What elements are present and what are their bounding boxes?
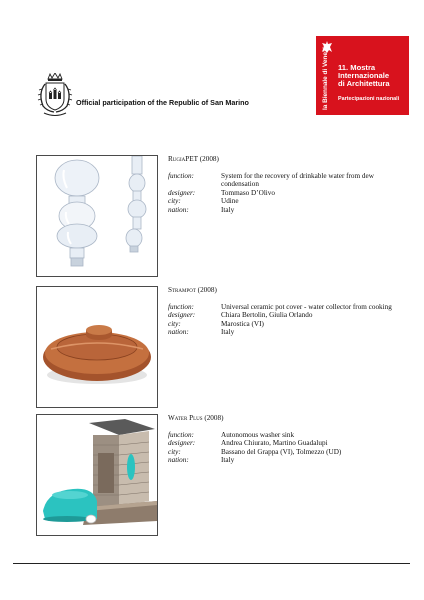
nation-label: nation: [168, 456, 189, 465]
product-image-strampot [36, 286, 158, 408]
city-value: Udine [221, 197, 239, 206]
product-info [168, 414, 412, 465]
product-title: Strampot (2008) [168, 286, 217, 294]
exhibition-title [338, 64, 390, 89]
exhibition-title-line: 11. Mostra [338, 63, 376, 72]
designer-value: Andrea Chiurato, Martino Guadalupi [221, 439, 328, 448]
product-image-water-plus [36, 414, 158, 536]
san-marino-coat-of-arms-icon [37, 73, 73, 119]
designer-value: Chiara Bertolin, Giulia Orlando [221, 311, 313, 320]
exhibition-title-line: di Architettura [338, 79, 390, 89]
city-label: city: [168, 447, 181, 456]
designer-label: designer: [168, 439, 196, 448]
function-label: function: [168, 302, 194, 311]
nation-label: nation: [168, 328, 189, 337]
product-info [168, 286, 412, 337]
function-label: function: [168, 171, 194, 180]
function-value: System for the recovery of drinkable water from dew condensation [221, 171, 374, 189]
nation-value: Italy [221, 456, 235, 465]
city-value: Marostica (VI) [221, 319, 264, 328]
function-label: function: [168, 430, 194, 439]
biennale-vertical-text: la Biennale di Venezia [322, 43, 329, 110]
city-label: city: [168, 197, 181, 206]
product-info [168, 155, 412, 215]
function-value: Universal ceramic pot cover - water collector from cooking [221, 302, 392, 311]
exhibition-title-line: Internazionale [338, 71, 390, 81]
biennale-logo [316, 36, 409, 115]
national-participations-label: Partecipazioni nazionali [338, 96, 400, 102]
city-label: city: [168, 319, 181, 328]
nation-value: Italy [221, 328, 235, 337]
nation-label: nation: [168, 205, 189, 214]
product-title: RugiaPET (2008) [168, 155, 219, 163]
footer-rule [13, 563, 410, 564]
product-image-rugiapet [36, 155, 158, 277]
designer-label: designer: [168, 188, 196, 197]
function-value: Autonomous washer sink [221, 430, 295, 439]
city-value: Bassano del Grappa (VI), Tolmezzo (UD) [221, 447, 342, 456]
designer-label: designer: [168, 311, 196, 320]
product-title: Water Plus (2008) [168, 414, 224, 422]
official-participation-text: Official participation of the Republic of San Marino [76, 98, 249, 107]
nation-value: Italy [221, 205, 235, 214]
designer-value: Tommaso D’Olivo [221, 188, 275, 197]
